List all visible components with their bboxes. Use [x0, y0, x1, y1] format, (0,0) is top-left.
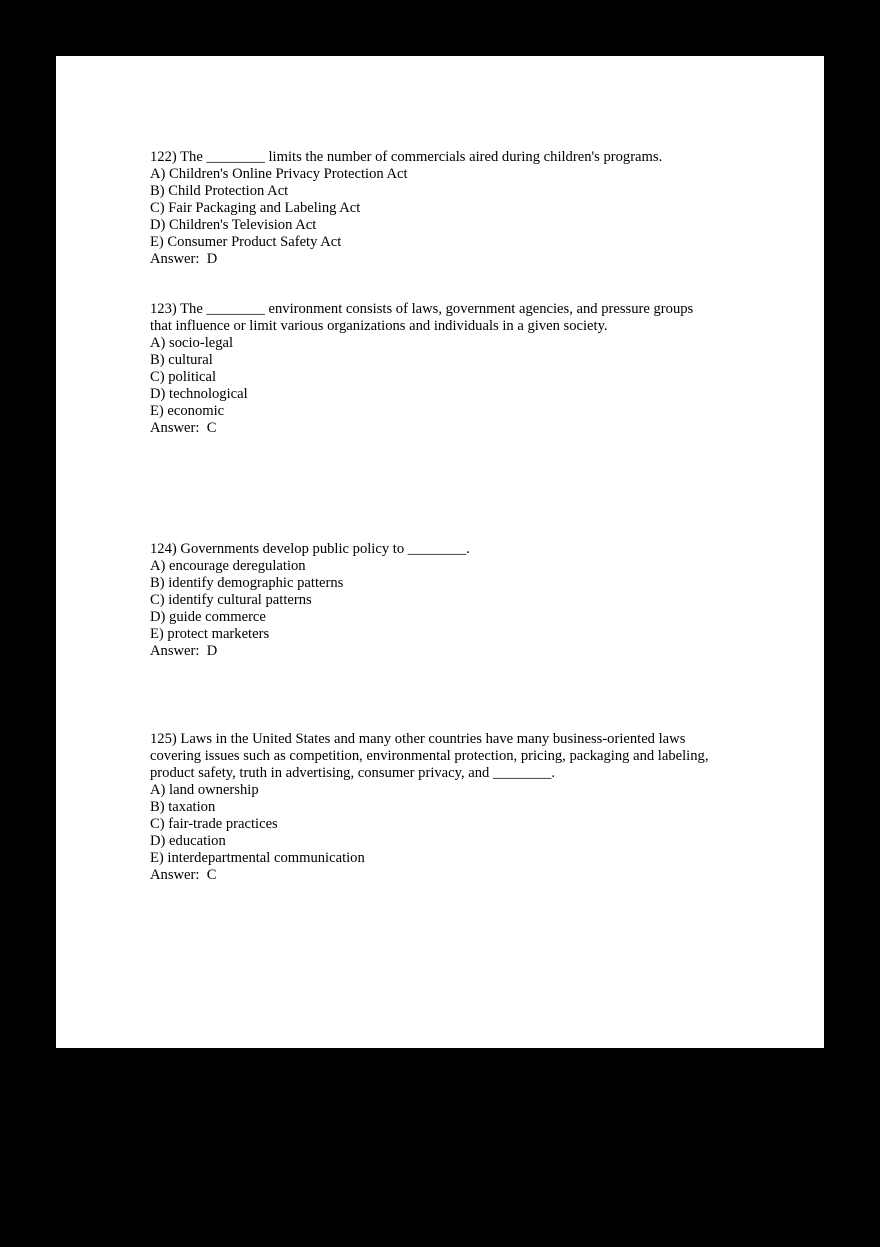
question-125	[150, 731, 750, 884]
question-stem: 124) Governments develop public policy to ________.	[150, 541, 470, 557]
option-d: D) education	[150, 833, 226, 849]
option-a: A) land ownership	[150, 782, 259, 798]
answer: Answer: C	[150, 420, 217, 436]
option-b: B) Child Protection Act	[150, 183, 289, 199]
question-stem: that influence or limit various organizations and individuals in a given society.	[150, 318, 608, 334]
option-e: E) Consumer Product Safety Act	[150, 234, 342, 250]
option-a: A) socio-legal	[150, 335, 234, 351]
option-a: A) Children's Online Privacy Protection Act	[150, 166, 408, 182]
option-e: E) interdepartmental communication	[150, 850, 365, 866]
option-d: D) Children's Television Act	[150, 217, 317, 233]
option-d: D) technological	[150, 386, 248, 402]
question-stem: 125) Laws in the United States and many other countries have many business-oriented laws	[150, 731, 686, 747]
question-stem: covering issues such as competition, environmental protection, pricing, packaging and labeling,	[150, 748, 709, 764]
option-c: C) identify cultural patterns	[150, 592, 312, 608]
answer: Answer: D	[150, 643, 218, 659]
question-stem: 123) The ________ environment consists of laws, government agencies, and pressure groups	[150, 301, 694, 317]
question-123	[150, 301, 750, 437]
answer: Answer: C	[150, 867, 217, 883]
option-e: E) economic	[150, 403, 225, 419]
option-e: E) protect marketers	[150, 626, 270, 642]
option-b: B) identify demographic patterns	[150, 575, 344, 591]
option-d: D) guide commerce	[150, 609, 266, 625]
option-c: C) political	[150, 369, 217, 385]
question-124	[150, 541, 750, 660]
option-b: B) taxation	[150, 799, 216, 815]
option-c: C) fair-trade practices	[150, 816, 278, 832]
question-stem: product safety, truth in advertising, consumer privacy, and ________.	[150, 765, 556, 781]
question-122	[150, 149, 750, 268]
question-stem: 122) The ________ limits the number of commercials aired during children's programs.	[150, 149, 663, 165]
option-b: B) cultural	[150, 352, 213, 368]
option-a: A) encourage deregulation	[150, 558, 306, 574]
answer: Answer: D	[150, 251, 218, 267]
option-c: C) Fair Packaging and Labeling Act	[150, 200, 361, 216]
document-page	[56, 56, 824, 1048]
